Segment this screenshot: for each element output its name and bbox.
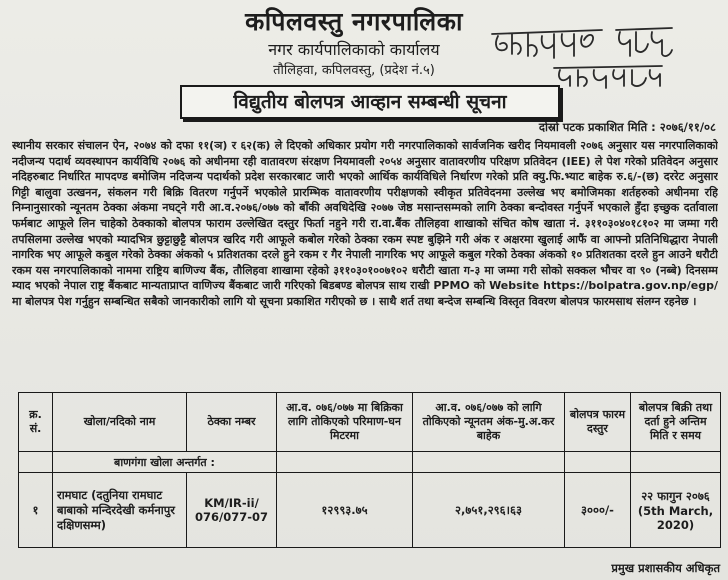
section-sn-cell (19, 452, 53, 473)
col-header-sn: क्र. सं. (19, 393, 53, 452)
section-empty-cell (413, 452, 565, 473)
footer-signatory: प्रमुख प्रशासकीय अधिकृत (611, 561, 720, 575)
header-subtitle: नगर कार्यपालिकाको कार्यालय (268, 40, 440, 59)
row-fee: ३०००/- (565, 473, 631, 548)
header-address: तौलिहवा, कपिलवस्तु, (प्रदेश नं.५) (273, 63, 435, 78)
notice-title: विद्युतीय बोलपत्र आव्हान सम्बन्धी सूचना (180, 85, 560, 119)
col-header-quantity: आ.व. ०७६/०७७ मा बिक्रिका लागि तोकिएको परिमाण-घन मिटरमा (277, 393, 413, 452)
col-header-contract: ठेक्का नम्बर (187, 393, 277, 452)
publication-date (476, 120, 716, 135)
table-header-row (19, 393, 721, 452)
row-sn: १ (19, 473, 53, 548)
section-empty-cell (277, 452, 413, 473)
section-empty-cell (631, 452, 721, 473)
col-header-min-amount: आ.व. ०७६/०७७ को लागि तोकिएको न्यूनतम अंक-मु.अ.कर बाहेक (413, 393, 565, 452)
handwritten-signature (484, 20, 684, 92)
col-header-deadline: बोलपत्र बिक्री तथा दर्ता हुने अन्तिम मिति र समय (631, 393, 721, 452)
table-row (19, 473, 721, 548)
section-label: बाणगंगा खोला अन्तर्गत : (53, 452, 277, 473)
publication-label: दोस्रो पटक प्रकाशित मिति : (538, 120, 656, 134)
col-header-fee: बोलपत्र फारम दस्तुर (565, 393, 631, 452)
row-deadline-np: २२ फागुन २०७६ (641, 488, 710, 503)
row-deadline (631, 473, 721, 548)
publication-date-value: २०७६/११/०८ (659, 120, 716, 134)
row-deadline-en: (5th March, 2020) (637, 503, 714, 532)
row-min-amount: २,७५१,२९६।६३ (413, 473, 565, 548)
row-contract-no: KM/IR-ii/ 076/077-07 (187, 473, 277, 548)
header-title: कपिलवस्तु नगरपालिका (245, 7, 463, 36)
row-location: रामघाट (दतुनिया रामघाट बाबाको मन्दिरदेखी कर्मनापुर दक्षिणसम्म) (53, 473, 187, 548)
section-empty-cell (565, 452, 631, 473)
bid-table (18, 392, 721, 548)
col-header-river: खोला/नदिको नाम (53, 393, 187, 452)
notice-body: स्थानीय सरकार संचालन ऐन, २०७४ को दफा ११(ञ) र ६२(क) ले दिएको अधिकार प्रयोग गरी नगरपालिकाको सार्वजनिक खरीद नियमावली २०७६ अनुसार यस नगरपालिकाको नदीजन्य पदार्थ व्यवस्थापन कार्यविधि २०७६ को अधीनमा रही वातावरण संरक्षण नियमावली २०५४ अनुसार वातावरणीय परिक्षण प्रतिवेदन (IEE) ले पेश गरेको प्रतिवेदन अनुसार नदिहरुबाट निर्धारित मापदण्ड बमोजिम नदिजन्य पदार्थको प्रदेश सरकारबाट जारी भएको आर्थिक कार्यविधिले निर्धारण गरेको प्रति क्यु.फि.भ्याट बाहेक रु.६/-(छ) दररेट अनुसार गिट्टी बालुवा उत्खनन, संकलन गरी बिक्रि वितरण गर्नुपर्ने भएकोले प्रारम्भिक वातावरणीय परीक्षणको स्वीकृत प्रतिवेदनमा उल्लेख भए बमोजिमका शर्तहरुको अधीनमा रहि निम्नानुसारको न्यूनतम ठेक्का अंकमा नघट्ने गरी आ.व.२०७६/०७७ को बाँकी अवधिदेखि २०७७ जेष्ठ मसान्तसम्मको लागि ठेक्का बन्दोवस्त गर्नुपर्ने भएकाले हुँदा इच्छुक दर्तावाला फर्मबाट आफूले लिन चाहेको ठेक्काको बोलपत्र फाराम उल्लेखित दस्तुर फिर्ता नहुने गरी रा.वा.बैंक तौलिहवा शाखाको संचित कोष खाता नं. ३११०३०४०१८१०२ मा जम्मा गरी तपसिलमा उल्लेख भएको म्यादभित्र छुट्टाछुट्टै बोलपत्र खरिद गरी आफूले कबोल गरेको ठेक्का रकम स्पष्ट बुझिने गरी अंक र अक्षरमा खुलाई आफैं वा आफ्नो प्रतिनिधिद्धारा नेपाली नागरिक भए आफूले कबुल गरेको ठेक्का अंकको ५ प्रतिशतका दरले हुने रकम र गैर नेपाली नागरिक भए आफूले कबुल गरेको ठेक्का अंकको १० प्रतिशतका दरले हुन आउने धरौटी रकम यस नगरपालिकाको नाममा राष्ट्रिय बाणिज्य बैंक, तौलिहवा शाखामा रहेको ३११०३०१००७१०२ धरौटी खाता ग-३ मा जम्मा गरी सोको सक्कल भौचर वा ९० (नब्बे) दिनसम्म म्याद भएको नेपाल राष्ट्र बैंकबाट मान्यताप्राप्त वाणिज्य बैंकबाट जारी गरिएको बिडबण्ड बोलपत्र साथ राखी PPMO को Website https://bolpatra.gov.np/egp/ मा बोलपत्र पेश गर्नुहुन सम्बन्धित सबैको जानकारीको लागि यो सूचना प्रकाशित गरीएको छ । साथै शर्त तथा बन्देज सम्बन्धि विस्तृत विवरण बोलपत्र फारमसाथ संलग्न रहनेछ । (12, 139, 718, 308)
row-quantity: १२९९३.७५ (277, 473, 413, 548)
table-section-row (19, 452, 721, 473)
